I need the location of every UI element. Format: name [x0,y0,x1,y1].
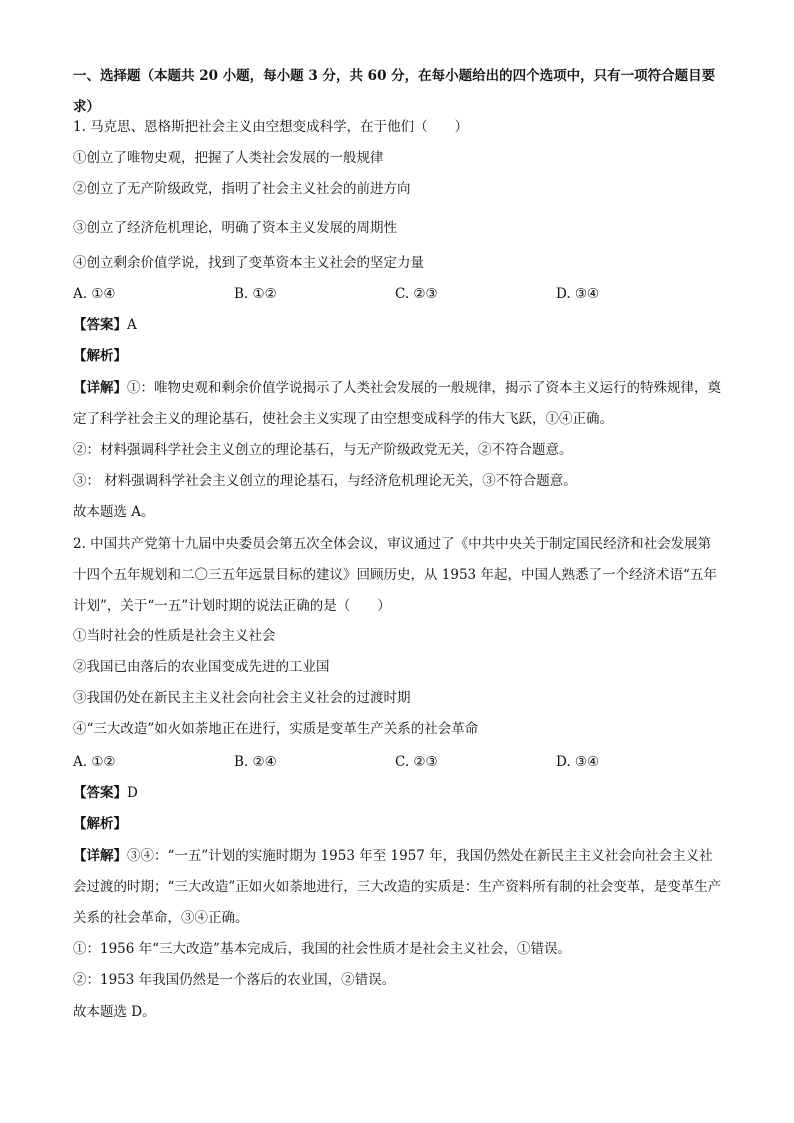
section-title: 一、选择题（本题共 20 小题，每小题 3 分，共 60 分，在每小题给出的四个选项中，只有一项符合题目要求） [73,68,716,115]
q1-answer-label: 【答案】 [73,317,127,333]
q1-option-c: C. ②③ [395,286,438,302]
q1-item-4: ④创立剩余价值学说，找到了变革资本主义社会的坚定力量 [73,255,424,271]
q1-detail-3: ③： 材料强调科学社会主义创立的理论基石，与经济危机理论无关，③不符合题意。 [73,473,577,489]
q1-analysis-label: 【解析】 [73,348,127,364]
q2-item-1: ①当时社会的性质是社会主义社会 [73,628,276,644]
q2-detail-3: ②：1953 年我国仍然是一个落后的农业国，②错误。 [73,972,396,988]
q1-detail-label: 【详解】 [73,380,127,396]
q2-detail-2: ①：1956 年“三大改造”基本完成后，我国的社会性质才是社会主义社会，①错误。 [73,941,571,957]
q2-conclusion: 故本题选 D。 [73,1004,156,1020]
q1-stem: 1. 马克思、恩格斯把社会主义由空想变成科学，在于他们（ ） [73,119,469,135]
q1-option-d: D. ③④ [556,286,600,302]
q2-item-4: ④“三大改造”如火如荼地正在进行，实质是变革生产关系的社会革命 [73,721,479,737]
q2-detail-label: 【详解】 [73,848,127,864]
q1-item-1: ①创立了唯物史观，把握了人类社会发展的一般规律 [73,150,384,166]
q2-option-b: B. ②④ [234,754,277,770]
q1-conclusion: 故本题选 A。 [73,504,155,520]
q2-answer [73,783,138,803]
q1-detail-text-1: ①：唯物史观和剩余价值学说揭示了人类社会发展的一般规律，揭示了资本主义运行的特殊规律，奠定了科学社会主义的理论基石，使社会主义实现了由空想变成科学的伟大飞跃，①④正确。 [73,380,721,427]
q2-analysis-label: 【解析】 [73,816,127,832]
q1-answer [73,315,137,335]
q1-item-3: ③创立了经济危机理论，明确了资本主义发展的周期性 [73,220,397,236]
q2-option-d: D. ③④ [556,754,600,770]
q2-detail-text-1: ③④：“一五”计划的实施时期为 1953 年至 1957 年，我国仍然处在新民主主义社会向社会主义社会过渡的时期；“三大改造”正如火如荼地进行，三大改造的实质是：生产资料所有制的社会变革，是变革生产关系的社会革命，③④正确。 [73,848,722,926]
q2-option-a: A. ①② [73,754,116,770]
q2-stem: 2. 中国共产党第十九届中央委员会第五次全体会议，审议通过了《中共中央关于制定国民经济和社会发展第十四个五年规划和二〇三五年远景目标的建议》回顾历史，从 1953 年起，中国人熟悉了一个经济术语“五年计划”，关于“一五”计划时期的说法正确的是（ ） [73,536,717,614]
q2-option-c: C. ②③ [395,754,438,770]
q1-option-b: B. ①② [234,286,277,302]
q1-option-a: A. ①④ [73,286,116,302]
q1-detail-2: ②：材料强调科学社会主义创立的理论基石，与无产阶级政党无关，②不符合题意。 [73,442,573,458]
q2-answer-value: D [127,785,138,801]
q2-answer-label: 【答案】 [73,785,127,801]
q2-detail-1 [73,841,723,934]
q1-answer-value: A [127,317,137,333]
q1-item-2: ②创立了无产阶级政党，指明了社会主义社会的前进方向 [73,181,411,197]
q2-item-3: ③我国仍处在新民主主义社会向社会主义社会的过渡时期 [73,690,411,706]
q1-detail-1 [73,373,723,435]
q2-item-2: ②我国已由落后的农业国变成先进的工业国 [73,659,330,675]
